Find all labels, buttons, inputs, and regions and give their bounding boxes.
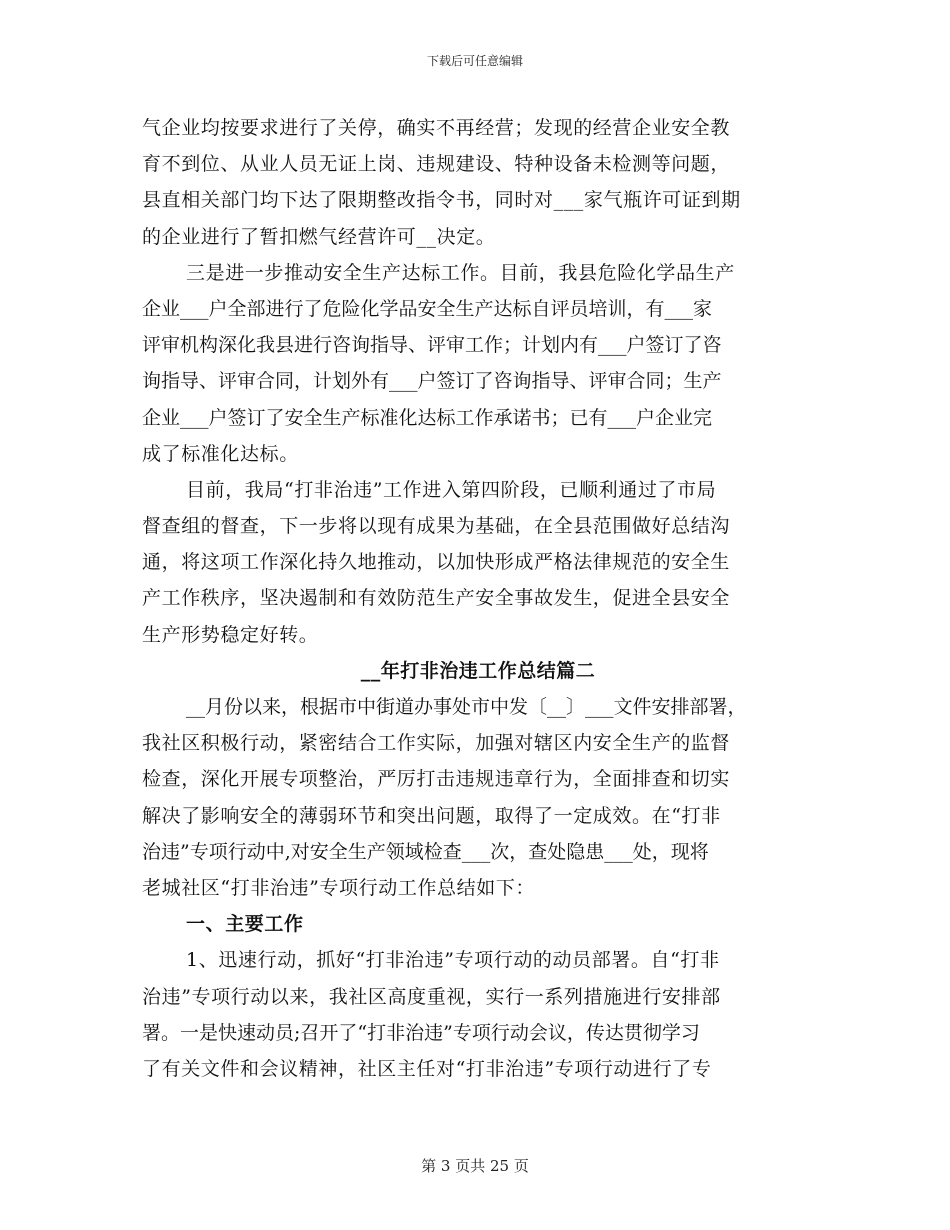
body-line: 育不到位、从业人员无证上岗、违规建设、特种设备未检测等问题，	[142, 153, 731, 176]
body-line: 企业___户全部进行了危险化学品安全生产达标自评员培训，有___家	[142, 297, 713, 320]
paragraph-start-line: 目前，我局“打非治违”工作进入第四阶段，已顺利通过了市局	[186, 478, 717, 501]
body-line: 治违”专项行动以来，我社区高度重视，实行一系列措施进行安排部	[142, 985, 721, 1008]
body-line: 企业___户签订了安全生产标准化达标工作承诺书；已有___户企业完	[142, 406, 713, 429]
body-line: 成了标准化达标。	[142, 442, 299, 465]
body-line: 检查，深化开展专项整治，严厉打击违规违章行为，全面排查和切实	[142, 768, 731, 791]
paragraph-start-line: 1、迅速行动，抓好“打非治违”专项行动的动员部署。自“打非	[186, 949, 720, 972]
paragraph-start-line: __月份以来，根据市中街道办事处市中发〔__〕___文件安排部署，	[186, 696, 747, 718]
body-line: 督查组的督查，下一步将以现有成果为基础，在全县范围做好总结沟	[142, 515, 731, 538]
body-line: 通，将这项工作深化持久地推动，以加快形成严格法律规范的安全生	[142, 551, 731, 574]
body-line: 生产形势稳定好转。	[142, 623, 319, 646]
body-line: 了有关文件和会议精神，社区主任对“打非治违”专项行动进行了专	[142, 1057, 712, 1080]
page-footer: 第 3 页共 25 页	[421, 1157, 529, 1175]
body-line: 县直相关部门均下达了限期整改指令书，同时对___家气瓶许可证到期	[142, 189, 741, 212]
body-line: 产工作秩序，坚决遏制和有效防范生产安全事故发生，促进全县安全	[142, 587, 731, 610]
body-line: 评审机构深化我县进行咨询指导、评审工作；计划内有___户签订了咨	[142, 334, 722, 357]
document-body	[142, 110, 814, 1087]
body-line: 署。一是快速动员;召开了“打非治违”专项行动会议，传达贯彻学习	[142, 1021, 700, 1044]
body-line: 的企业进行了暂扣燃气经营许可__决定。	[142, 225, 496, 248]
body-line: 解决了影响安全的薄弱环节和突出问题，取得了一定成效。在“打非	[142, 804, 721, 827]
section-title: __年打非治违工作总结篇二	[360, 659, 596, 682]
paragraph-start-line: 三是进一步推动安全生产达标工作。目前，我县危险化学品生产	[186, 261, 735, 284]
body-line: 治违”专项行动中,对安全生产领域检查___次，查处隐患___处，现将	[142, 840, 709, 863]
body-line: 我社区积极行动，紧密结合工作实际，加强对辖区内安全生产的监督	[142, 732, 731, 755]
subsection-heading: 一、主要工作	[186, 913, 304, 936]
body-line: 询指导、评审合同，计划外有___户签订了咨询指导、评审合同；生产	[142, 370, 722, 393]
page-header: 下载后可任意编辑	[426, 54, 523, 68]
body-line: 气企业均按要求进行了关停，确实不再经营；发现的经营企业安全教	[142, 117, 731, 139]
body-line: 老城社区“打非治违”专项行动工作总结如下：	[142, 876, 536, 899]
